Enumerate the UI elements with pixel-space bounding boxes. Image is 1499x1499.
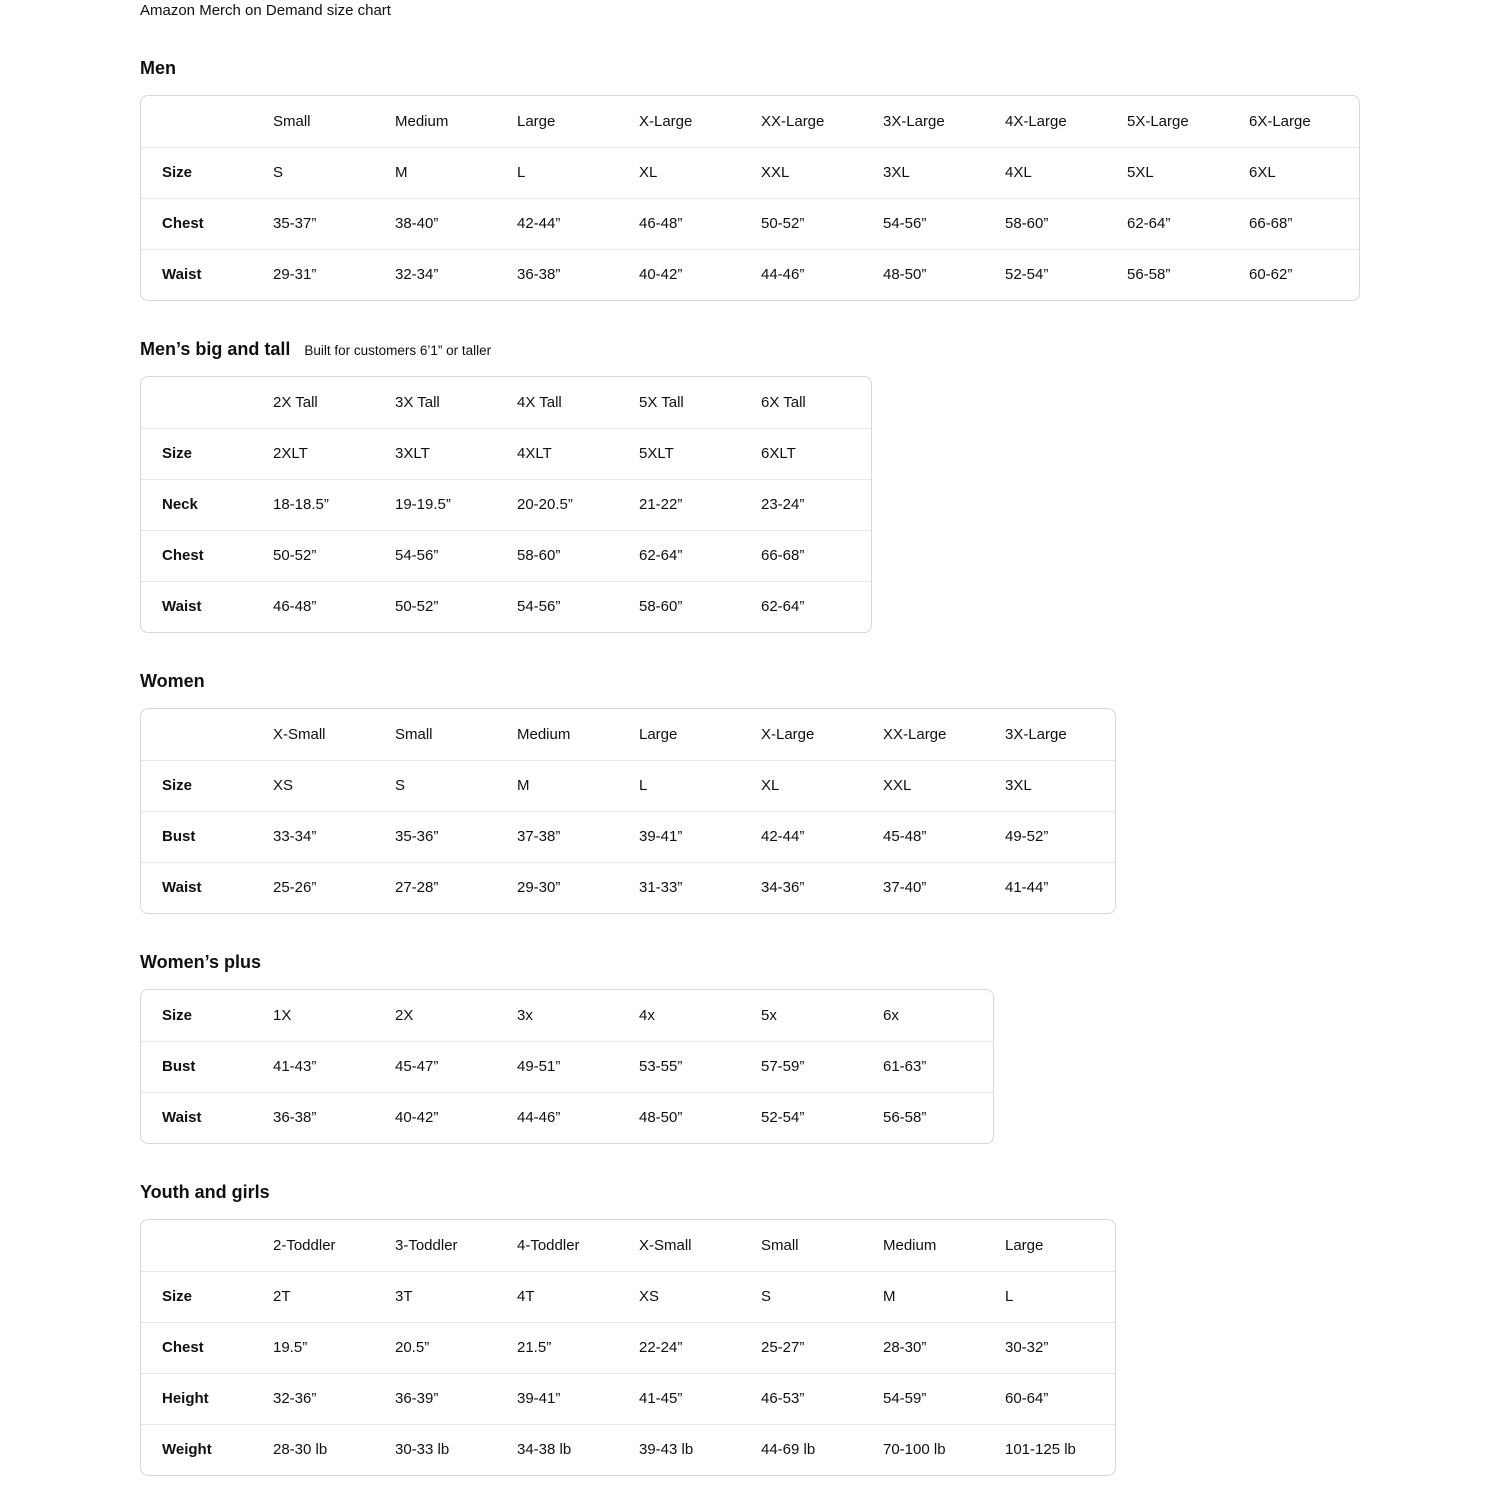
value-cell: 6XLT: [761, 428, 871, 479]
value-cell: 21-22”: [639, 479, 761, 530]
value-cell: 54-59”: [883, 1373, 1005, 1424]
value-cell: S: [395, 760, 517, 811]
section-heading-youth-and-girls: Youth and girls: [140, 1182, 270, 1202]
value-cell: 45-48”: [883, 811, 1005, 862]
column-header: Large: [639, 725, 678, 743]
value-cell: 2X: [395, 1006, 414, 1024]
corner-cell: [141, 1220, 273, 1271]
value-cell: L: [517, 147, 639, 198]
row-label: Chest: [141, 1322, 273, 1373]
value-cell: S: [273, 147, 395, 198]
column-header: X-Small: [639, 1236, 692, 1254]
value-cell: XXL: [883, 760, 1005, 811]
size-table-card-womens-plus: [140, 989, 994, 1144]
value-cell: 66-68”: [1249, 198, 1359, 249]
value-cell: 30-33 lb: [395, 1424, 517, 1475]
column-header: 2X Tall: [273, 393, 318, 411]
row-label: Weight: [141, 1424, 273, 1475]
table-row-size: [141, 1271, 1115, 1322]
value-cell: 18-18.5”: [273, 479, 395, 530]
value-cell: 20-20.5”: [517, 479, 639, 530]
value-cell: 3XLT: [395, 428, 517, 479]
section-heading-womens-plus: Women’s plus: [140, 952, 262, 972]
size-table-youth-and-girls: [141, 1220, 1115, 1475]
table-row-weight: [141, 1424, 1115, 1475]
value-cell: 54-56”: [517, 581, 639, 632]
column-header: Medium: [883, 1236, 937, 1254]
value-cell: 58-60”: [639, 581, 761, 632]
row-label: Size: [141, 147, 273, 198]
value-cell: 39-43 lb: [639, 1424, 761, 1475]
value-cell: 40-42”: [395, 1092, 517, 1143]
value-cell: 23-24”: [761, 479, 871, 530]
column-header: XX-Large: [883, 725, 947, 743]
table-row-chest: [141, 1322, 1115, 1373]
value-cell: XL: [761, 760, 883, 811]
column-header: 3X-Large: [1005, 725, 1067, 743]
value-cell: 2XLT: [273, 428, 395, 479]
column-header-row: [141, 377, 871, 428]
value-cell: 21.5”: [517, 1322, 639, 1373]
column-header: Large: [517, 112, 556, 130]
value-cell: 6x: [883, 1006, 899, 1024]
value-cell: 39-41”: [639, 811, 761, 862]
row-label: Waist: [141, 249, 273, 300]
column-header: Small: [761, 1236, 799, 1254]
column-header: XX-Large: [761, 112, 825, 130]
column-header-row: [141, 709, 1115, 760]
value-cell: 19.5”: [273, 1322, 395, 1373]
value-cell: 60-64”: [1005, 1373, 1115, 1424]
column-header-row: [141, 1220, 1115, 1271]
value-cell: 34-36”: [761, 862, 883, 913]
size-table-card-women: [140, 708, 1116, 914]
value-cell: M: [395, 147, 517, 198]
page-title: Amazon Merch on Demand size chart: [140, 2, 391, 19]
value-cell: 36-39”: [395, 1373, 517, 1424]
value-cell: 4x: [639, 1006, 655, 1024]
table-row-size: [141, 760, 1115, 811]
value-cell: 58-60”: [1005, 198, 1127, 249]
value-cell: 52-54”: [1005, 249, 1127, 300]
value-cell: 56-58”: [1127, 249, 1249, 300]
section-heading-men: Men: [140, 58, 176, 78]
size-table-womens-plus: [141, 990, 993, 1143]
value-cell: 40-42”: [639, 249, 761, 300]
value-cell: XL: [639, 147, 761, 198]
column-header: Small: [273, 112, 311, 130]
table-row-waist: [141, 581, 871, 632]
section-heading-row-women: [140, 671, 1499, 692]
row-label: Waist: [141, 862, 273, 913]
value-cell: 48-50”: [639, 1092, 761, 1143]
table-row-bust: [141, 811, 1115, 862]
value-cell: 2T: [273, 1271, 395, 1322]
row-label: Size: [141, 1271, 273, 1322]
value-cell: 46-53”: [761, 1373, 883, 1424]
value-cell: 4XLT: [517, 428, 639, 479]
value-cell: 36-38”: [273, 1092, 395, 1143]
row-label: Size: [162, 1006, 193, 1024]
section-heading-mens-big-and-tall: Men’s big and tall: [140, 339, 291, 359]
value-cell: 57-59”: [761, 1041, 883, 1092]
value-cell: 39-41”: [517, 1373, 639, 1424]
column-header: 3X Tall: [395, 393, 440, 411]
value-cell: 44-46”: [761, 249, 883, 300]
value-cell: 44-69 lb: [761, 1424, 883, 1475]
value-cell: L: [639, 760, 761, 811]
column-header: 2-Toddler: [273, 1236, 336, 1254]
value-cell: 48-50”: [883, 249, 1005, 300]
value-cell: 70-100 lb: [883, 1424, 1005, 1475]
value-cell: 60-62”: [1249, 249, 1359, 300]
value-cell: 54-56”: [395, 530, 517, 581]
column-header: 6X-Large: [1249, 112, 1311, 130]
size-table-mens-big-and-tall: [141, 377, 871, 632]
column-header: X-Large: [639, 112, 693, 130]
value-cell: M: [517, 760, 639, 811]
value-cell: 38-40”: [395, 198, 517, 249]
size-table-men: [141, 96, 1359, 300]
column-header: 4X-Large: [1005, 112, 1067, 130]
value-cell: 25-26”: [273, 862, 395, 913]
table-row-size: [141, 428, 871, 479]
table-row-chest: [141, 198, 1359, 249]
row-label: Chest: [141, 198, 273, 249]
table-row-size: [141, 990, 993, 1041]
value-cell: 30-32”: [1005, 1322, 1115, 1373]
value-cell: 37-40”: [883, 862, 1005, 913]
column-header: X-Large: [761, 725, 815, 743]
sections: [140, 58, 1499, 1476]
value-cell: 66-68”: [761, 530, 871, 581]
value-cell: 3T: [395, 1271, 517, 1322]
row-label: Waist: [141, 1092, 273, 1143]
column-header: Small: [395, 725, 433, 743]
section-heading-women: Women: [140, 671, 205, 691]
value-cell: 29-30”: [517, 862, 639, 913]
size-table-card-men: [140, 95, 1360, 301]
section-subtitle-mens-big-and-tall: Built for customers 6’1” or taller: [304, 343, 492, 358]
value-cell: 53-55”: [639, 1041, 761, 1092]
value-cell: 28-30”: [883, 1322, 1005, 1373]
size-table-card-youth-and-girls: [140, 1219, 1116, 1476]
value-cell: 25-27”: [761, 1322, 883, 1373]
value-cell: 62-64”: [761, 581, 871, 632]
value-cell: 36-38”: [517, 249, 639, 300]
value-cell: XXL: [761, 147, 883, 198]
row-label: Bust: [141, 1041, 273, 1092]
row-label: Size: [141, 428, 273, 479]
value-cell: 56-58”: [883, 1092, 993, 1143]
section-heading-row-mens-big-and-tall: [140, 339, 1499, 360]
value-cell: 20.5”: [395, 1322, 517, 1373]
row-label: Size: [141, 760, 273, 811]
value-cell: 42-44”: [517, 198, 639, 249]
value-cell: 50-52”: [761, 198, 883, 249]
column-header: 4X Tall: [517, 393, 562, 411]
value-cell: 31-33”: [639, 862, 761, 913]
value-cell: 54-56”: [883, 198, 1005, 249]
column-header: Large: [1005, 1236, 1044, 1254]
column-header: 6X Tall: [761, 393, 806, 411]
value-cell: 41-45”: [639, 1373, 761, 1424]
value-cell: 32-36”: [273, 1373, 395, 1424]
value-cell: XS: [273, 760, 395, 811]
row-label: Height: [141, 1373, 273, 1424]
value-cell: 34-38 lb: [517, 1424, 639, 1475]
table-row-waist: [141, 862, 1115, 913]
value-cell: 50-52”: [395, 581, 517, 632]
column-header: Medium: [395, 112, 449, 130]
column-header: 5X-Large: [1127, 112, 1189, 130]
table-row-waist: [141, 249, 1359, 300]
section-heading-row-womens-plus: [140, 952, 1499, 973]
value-cell: 52-54”: [761, 1092, 883, 1143]
column-header-row: [141, 96, 1359, 147]
value-cell: 49-52”: [1005, 811, 1115, 862]
column-header: Medium: [517, 725, 571, 743]
corner-cell: [141, 709, 273, 760]
table-row-height: [141, 1373, 1115, 1424]
value-cell: 62-64”: [1127, 198, 1249, 249]
value-cell: 35-36”: [395, 811, 517, 862]
value-cell: 50-52”: [273, 530, 395, 581]
table-row-neck: [141, 479, 871, 530]
column-header: 4-Toddler: [517, 1236, 580, 1254]
column-header: 5X Tall: [639, 393, 684, 411]
value-cell: S: [761, 1271, 883, 1322]
value-cell: 5XL: [1127, 147, 1249, 198]
value-cell: 41-44”: [1005, 862, 1115, 913]
value-cell: 4T: [517, 1271, 639, 1322]
row-label: Neck: [141, 479, 273, 530]
value-cell: 44-46”: [517, 1092, 639, 1143]
value-cell: 19-19.5”: [395, 479, 517, 530]
value-cell: 35-37”: [273, 198, 395, 249]
value-cell: 33-34”: [273, 811, 395, 862]
value-cell: 5x: [761, 1006, 777, 1024]
value-cell: 27-28”: [395, 862, 517, 913]
value-cell: 3x: [517, 1006, 533, 1024]
corner-cell: [141, 96, 273, 147]
corner-cell: [141, 377, 273, 428]
column-header: 3X-Large: [883, 112, 945, 130]
value-cell: 46-48”: [639, 198, 761, 249]
value-cell: 62-64”: [639, 530, 761, 581]
size-table-women: [141, 709, 1115, 913]
value-cell: 37-38”: [517, 811, 639, 862]
value-cell: 42-44”: [761, 811, 883, 862]
size-table-card-mens-big-and-tall: [140, 376, 872, 633]
value-cell: L: [1005, 1271, 1115, 1322]
column-header: X-Small: [273, 725, 326, 743]
value-cell: 32-34”: [395, 249, 517, 300]
section-heading-row-youth-and-girls: [140, 1182, 1499, 1203]
value-cell: 4XL: [1005, 147, 1127, 198]
row-label: Waist: [141, 581, 273, 632]
value-cell: 5XLT: [639, 428, 761, 479]
value-cell: 61-63”: [883, 1041, 993, 1092]
value-cell: 49-51”: [517, 1041, 639, 1092]
value-cell: 101-125 lb: [1005, 1424, 1115, 1475]
value-cell: 58-60”: [517, 530, 639, 581]
value-cell: 46-48”: [273, 581, 395, 632]
table-row-size: [141, 147, 1359, 198]
value-cell: 28-30 lb: [273, 1424, 395, 1475]
row-label: Chest: [141, 530, 273, 581]
value-cell: M: [883, 1271, 1005, 1322]
section-heading-row-men: [140, 58, 1499, 79]
value-cell: 29-31”: [273, 249, 395, 300]
column-header: 3-Toddler: [395, 1236, 458, 1254]
value-cell: 1X: [273, 1006, 292, 1024]
row-label: Bust: [141, 811, 273, 862]
value-cell: 45-47”: [395, 1041, 517, 1092]
value-cell: 41-43”: [273, 1041, 395, 1092]
table-row-waist: [141, 1092, 993, 1143]
value-cell: 6XL: [1249, 147, 1359, 198]
value-cell: XS: [639, 1271, 761, 1322]
table-row-bust: [141, 1041, 993, 1092]
value-cell: 22-24”: [639, 1322, 761, 1373]
value-cell: 3XL: [1005, 760, 1115, 811]
value-cell: 3XL: [883, 147, 1005, 198]
table-row-chest: [141, 530, 871, 581]
